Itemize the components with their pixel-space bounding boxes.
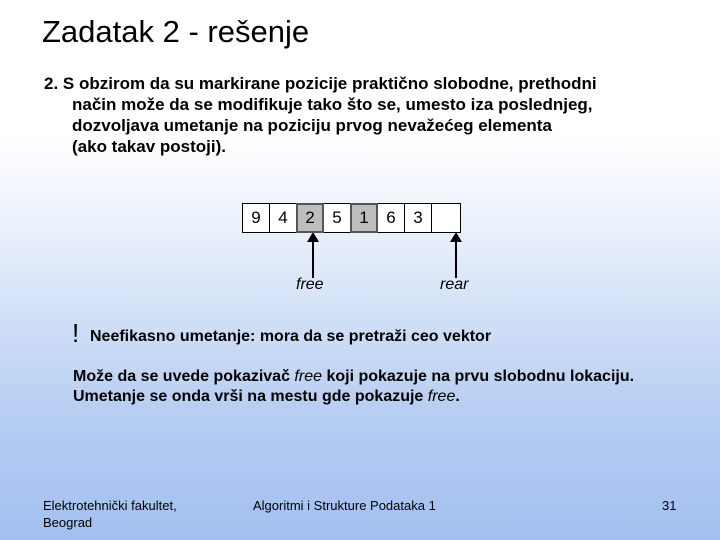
text-span: Može da se uvede pokazivač xyxy=(73,368,295,385)
paragraph-line: dozvoljava umetanje na poziciju prvog nevažećeg elementa xyxy=(72,116,552,135)
solution-line xyxy=(73,387,634,407)
paragraph-line: 2. S obzirom da su markirane pozicije praktično slobodne, prethodni xyxy=(44,74,597,93)
footer-line: Elektrotehnički fakultet, xyxy=(43,498,177,513)
exclamation-icon: ! xyxy=(72,318,80,348)
array-cell: 5 xyxy=(323,203,351,233)
text-span: koji pokazuje na prvu slobodnu lokaciju. xyxy=(322,368,635,385)
page-number: 31 xyxy=(662,498,677,513)
footer-line: Beograd xyxy=(43,515,93,530)
footer-course: Algoritmi i Strukture Podataka 1 xyxy=(253,498,436,513)
free-term: free xyxy=(294,368,322,385)
array-diagram xyxy=(242,203,461,233)
slide-title: Zadatak 2 - rešenje xyxy=(42,14,310,49)
paragraph-line: način može da se modifikuje tako što se, umesto iza poslednjeg, xyxy=(72,95,593,114)
solution-line xyxy=(73,367,634,387)
array-cell-marked: 2 xyxy=(296,203,324,233)
array-cell-marked: 1 xyxy=(350,203,378,233)
array-cell: 4 xyxy=(269,203,297,233)
arrow-shaft xyxy=(312,240,314,278)
array-cell-empty xyxy=(431,203,461,233)
array-cell: 9 xyxy=(242,203,270,233)
text-span: Umetanje se onda vrši na mestu gde pokazuje xyxy=(73,388,428,405)
free-term: free xyxy=(427,388,456,405)
inefficiency-note: Neefikasno umetanje: mora da se pretraži ceo vektor xyxy=(90,328,492,345)
task-paragraph xyxy=(44,73,704,157)
array-cell: 6 xyxy=(377,203,405,233)
rear-pointer-label: rear xyxy=(440,276,469,293)
text-span: . xyxy=(455,388,460,405)
free-pointer-label: free xyxy=(296,276,324,293)
solution-paragraph xyxy=(73,367,634,407)
paragraph-line: (ako takav postoji). xyxy=(72,137,226,156)
arrow-shaft xyxy=(455,240,457,278)
array-cell: 3 xyxy=(404,203,432,233)
footer-institution xyxy=(43,497,177,531)
